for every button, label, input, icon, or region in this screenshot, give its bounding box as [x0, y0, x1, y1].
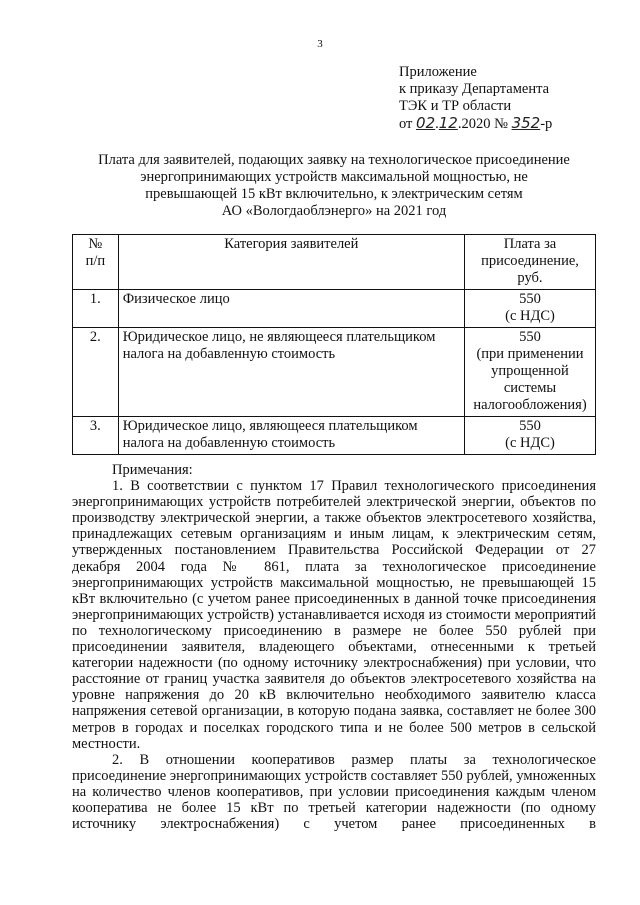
handwritten-order-number: 352: [511, 114, 541, 132]
fee-line: 550: [519, 329, 541, 345]
fee-line: 550: [519, 291, 541, 307]
fee-line: налогообложения): [473, 397, 587, 413]
title-line-4: АО «Вологдаоблэнерго» на 2021 год: [221, 203, 447, 219]
year-and-number-sign: .2020 №: [457, 116, 508, 132]
row-number: 1.: [73, 290, 119, 328]
header-fee-line-2: присоединение,: [481, 253, 579, 269]
table-row: [73, 417, 596, 455]
order-suffix: -р: [540, 116, 553, 132]
row-fee: [464, 328, 595, 417]
header-number: [73, 235, 119, 290]
appendix-date-line: [399, 115, 552, 133]
title-line-1: Плата для заявителей, подающих заявку на технологическое присоединение: [98, 152, 570, 168]
row-fee: [464, 417, 595, 455]
appendix-block: [399, 64, 552, 133]
fee-line: (с НДС): [505, 308, 555, 324]
note-paragraph-2: 2. В отношении кооперативов размер платы за технологическое присоединение энергопринимающих устройств составляет 550 рублей, умноженных на количество членов кооперативов, при условии присоединения каждым членом кооператива не более 15 кВт по третьей категории надежности (по одному источнику электроснабжения) с учетом ранее присоединенных в: [72, 751, 596, 833]
header-fee: [464, 235, 595, 290]
row-category: Физическое лицо: [118, 290, 464, 328]
header-fee-line-3: руб.: [517, 270, 543, 286]
handwritten-day: 02: [416, 114, 436, 132]
appendix-line-2: к приказу Департамента: [399, 81, 550, 97]
notes-title: Примечания:: [112, 462, 193, 478]
row-fee: [464, 290, 595, 328]
fee-line: 550: [519, 418, 541, 434]
header-number-line-1: №: [88, 236, 103, 252]
row-category: Юридическое лицо, не являющееся плательщиком налога на добавленную стоимость: [118, 328, 464, 417]
table-row: [73, 328, 596, 417]
fee-line: (при применении: [476, 346, 584, 362]
header-number-line-2: п/п: [85, 253, 106, 269]
header-fee-line-1: Плата за: [503, 236, 557, 252]
table-row: [73, 290, 596, 328]
handwritten-month: 12: [438, 114, 458, 132]
page-number: 3: [317, 38, 323, 50]
date-prefix: от: [399, 116, 413, 132]
header-category: Категория заявителей: [118, 235, 464, 290]
document-title: [64, 152, 604, 220]
fees-table: [72, 234, 596, 455]
date-dot: .: [435, 116, 439, 132]
appendix-line-3: ТЭК и ТР области: [399, 98, 512, 114]
row-category: Юридическое лицо, являющееся плательщиком налога на добавленную стоимость: [118, 417, 464, 455]
title-line-2: энергопринимающих устройств максимальной мощностью, не: [140, 169, 528, 185]
appendix-line-1: Приложение: [399, 64, 477, 80]
title-line-3: превышающей 15 кВт включительно, к электрическим сетям: [145, 186, 523, 202]
note-paragraph-1: 1. В соответствии с пунктом 17 Правил технологического присоединения энергопринимающих устройств потребителей электрической энергии, объектов по производству электрической энергии, а также объектов электросетевого хозяйства, принадлежащих сетевым организациям и иным лицам, к электрическим сетям, утвержденных постановлением Правительства Российской Федерации от 27 декабря 2004 года № 861, плата за технологическое присоединение энергопринимающих устройств максимальной мощностью, не превышающей 15 кВт включительно (с учетом ранее присоединенных в данной точке присоединения энергопринимающих устройств) устанавливается исходя из стоимости мероприятий по технологическому присоединению в размере не более 550 рублей при присоединении заявителя, владеющего объектами, отнесенными к третьей категории надежности (по одному источнику электроснабжения) при условии, что расстояние от границ участка заявителя до объектов электросетевого хозяйства на уровне напряжения до 20 кВ включительно необходимого заявителю класса напряжения сетевой организации, в которую подана заявка, составляет не более 300 метров в городах и поселках городского типа и не более 500 метров в сельской местности.: [72, 478, 596, 752]
row-number: 2.: [73, 328, 119, 417]
fee-line: упрощенной: [491, 363, 569, 379]
table-header-row: [73, 235, 596, 290]
notes-section: [72, 462, 596, 832]
row-number: 3.: [73, 417, 119, 455]
fee-line: (с НДС): [505, 435, 555, 451]
fee-line: системы: [503, 380, 557, 396]
